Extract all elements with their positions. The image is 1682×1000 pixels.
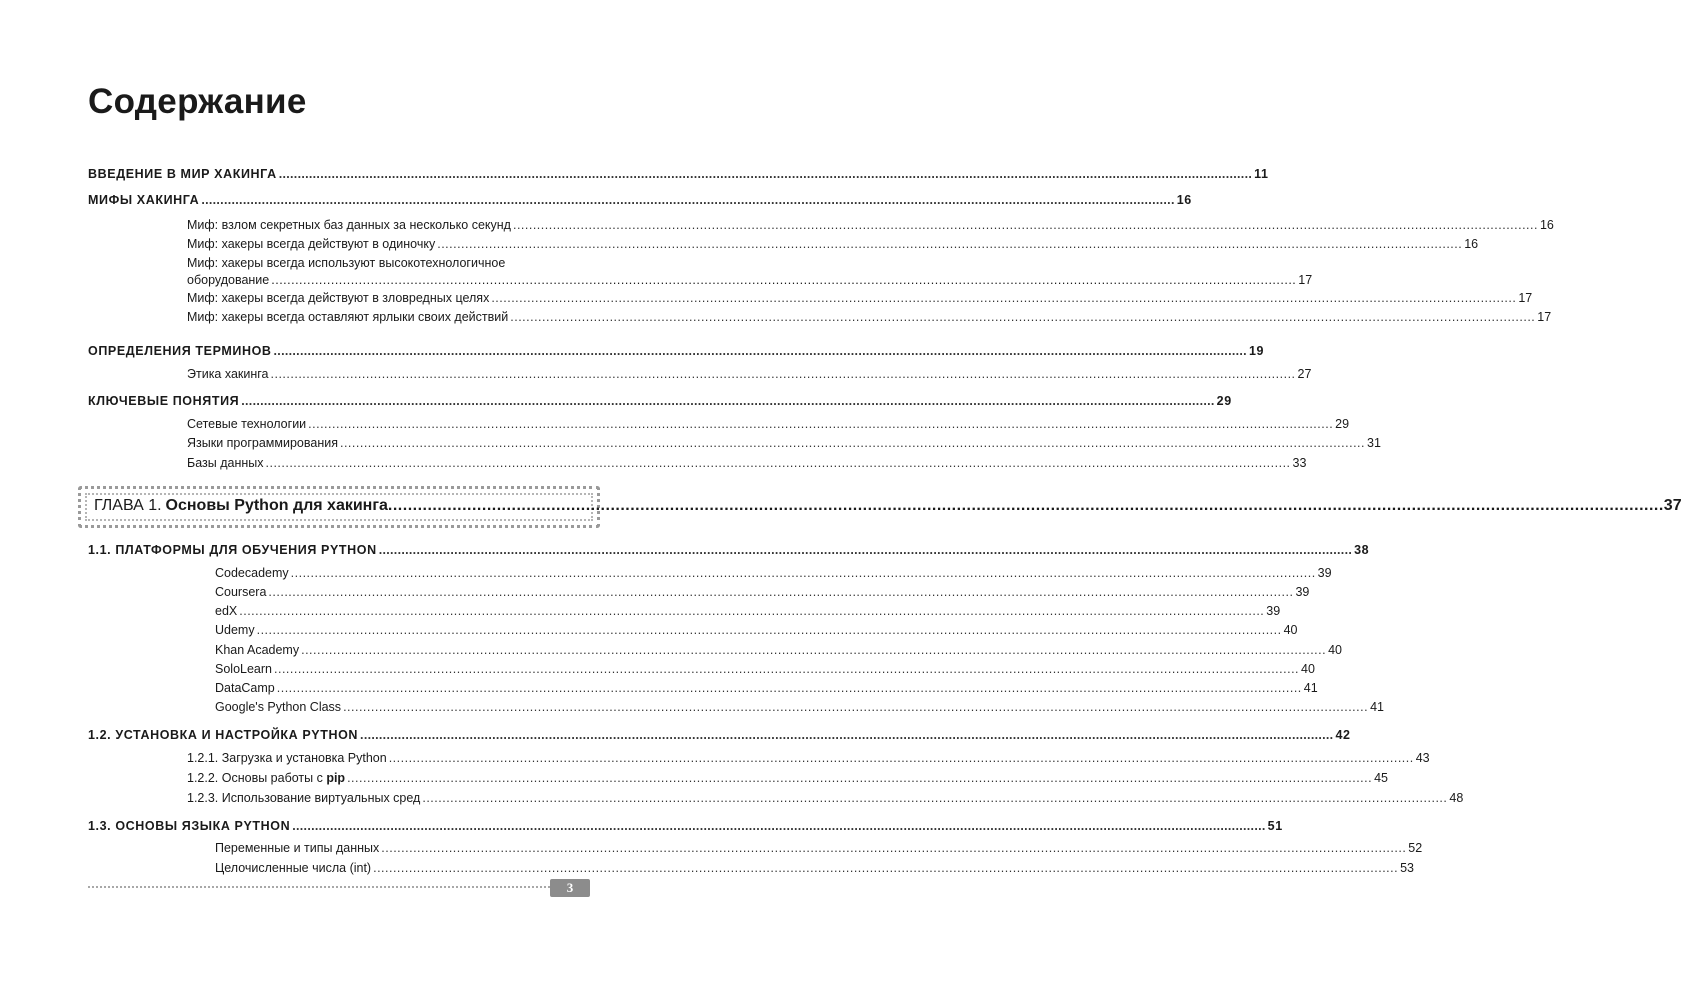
toc-entry-page: 45: [1374, 771, 1388, 785]
leader-dots: ..................................................................................................................................................................................................................................................................: [290, 566, 1316, 580]
leader-dots: ..................................................................................................................................................................................................................................................................: [381, 841, 1407, 855]
toc-entry[interactable]: [187, 309, 1552, 326]
leader-dots: ..................................................................................................................................................................................................................................................................: [276, 681, 1302, 695]
toc-entry-page: 48: [1449, 791, 1464, 805]
toc-entry[interactable]: [215, 584, 1310, 601]
toc-entry-label: Google's Python Class: [215, 700, 342, 714]
leader-dots: ..................................................................................................................................................................................................................................................................: [343, 700, 1369, 714]
toc-entry-label: Этика хакинга: [187, 367, 269, 381]
leader-dots: ..................................................................................................................................................................................................................................................................: [274, 662, 1300, 676]
leader-dots: ..................................................................................................................................................................................................................................................................: [387, 497, 1664, 514]
toc-entry-page: 40: [1328, 643, 1343, 657]
leader-dots: ..................................................................................................................................................................................................................................................................: [239, 604, 1265, 618]
toc-entry-page: 16: [1464, 237, 1479, 251]
leader-dots: ..................................................................................................................................................................................................................................................................: [271, 273, 1297, 287]
toc-entry-label: SoloLearn: [215, 662, 272, 676]
leader-dots: ..................................................................................................................................................................................................................................................................: [360, 728, 1334, 742]
leader-dots: ..................................................................................................................................................................................................................................................................: [273, 344, 1247, 358]
toc-entry-label: Миф: взлом секретных баз данных за несколько секунд: [187, 218, 511, 232]
toc-entry-label: Миф: хакеры всегда действуют в зловредных целях: [187, 291, 490, 305]
leader-dots: ..................................................................................................................................................................................................................................................................: [308, 417, 1334, 431]
toc-entry[interactable]: [88, 192, 1192, 209]
chapter-title: Основы Python для хакинга: [165, 497, 388, 514]
toc-entry-page: 17: [1518, 291, 1533, 305]
toc-entry[interactable]: [215, 840, 1423, 857]
toc-entry-label: Целочисленные числа (int): [215, 861, 372, 875]
toc-entry[interactable]: [215, 680, 1318, 697]
toc-entry-page: 52: [1408, 841, 1423, 855]
leader-dots: ..................................................................................................................................................................................................................................................................: [201, 193, 1175, 207]
toc-entry-label: ВВЕДЕНИЕ В МИР ХАКИНГА: [88, 167, 277, 181]
toc-entry-label: ОПРЕДЕЛЕНИЯ ТЕРМИНОВ: [88, 344, 272, 358]
toc-entry[interactable]: [215, 565, 1332, 582]
leader-dots: ..................................................................................................................................................................................................................................................................: [512, 218, 1538, 232]
chapter-prefix: ГЛАВА 1.: [94, 497, 162, 514]
toc-entry-page: 42: [1335, 728, 1351, 742]
toc-entry-page: 29: [1335, 417, 1350, 431]
toc-entry-page: 39: [1266, 604, 1281, 618]
toc-entry[interactable]: [187, 236, 1479, 253]
toc-entry-label: Udemy: [215, 623, 255, 637]
leader-dots: ..................................................................................................................................................................................................................................................................: [301, 643, 1327, 657]
leader-dots: ..................................................................................................................................................................................................................................................................: [422, 791, 1448, 805]
chapter-heading[interactable]: [94, 496, 1682, 516]
page-title: Содержание: [88, 82, 307, 121]
toc-entry[interactable]: [187, 435, 1381, 452]
toc-entry-page: 17: [1298, 273, 1313, 287]
toc-entry-label: Сетевые технологии: [187, 417, 307, 431]
toc-entry-page: 41: [1370, 700, 1384, 714]
toc-entry[interactable]: [187, 455, 1307, 472]
toc-entry[interactable]: [215, 622, 1298, 639]
footer-divider: [88, 886, 550, 888]
leader-dots: ..................................................................................................................................................................................................................................................................: [347, 771, 1373, 785]
toc-entry-label: Khan Academy: [215, 643, 300, 657]
leader-dots: ..................................................................................................................................................................................................................................................................: [292, 819, 1266, 833]
toc-entry-label-text: 1.2.2. Основы работы с: [187, 771, 327, 785]
chapter-page: 37: [1663, 497, 1682, 514]
toc-entry-label: Миф: хакеры всегда оставляют ярлыки своих действий: [187, 310, 509, 324]
toc-entry-page: 33: [1292, 456, 1307, 470]
toc-entry[interactable]: [88, 727, 1351, 744]
toc-entry-label: МИФЫ ХАКИНГА: [88, 193, 200, 207]
toc-entry-page: 53: [1400, 861, 1415, 875]
leader-dots: ..................................................................................................................................................................................................................................................................: [265, 456, 1291, 470]
toc-entry-label: Миф: хакеры всегда используют высокотехнологичное: [187, 256, 506, 270]
toc-entry-label: [187, 770, 345, 787]
toc-entry-page: 16: [1176, 193, 1192, 207]
toc-entry-page: 29: [1216, 394, 1232, 408]
toc-entry[interactable]: [187, 217, 1554, 234]
toc-entry-label-cont: оборудование: [187, 273, 270, 287]
leader-dots: ..................................................................................................................................................................................................................................................................: [437, 237, 1463, 251]
toc-entry-page: 40: [1301, 662, 1315, 676]
leader-dots: ..................................................................................................................................................................................................................................................................: [491, 291, 1517, 305]
toc-entry-page: 43: [1415, 751, 1430, 765]
leader-dots: ..................................................................................................................................................................................................................................................................: [256, 623, 1282, 637]
toc-entry[interactable]: [215, 603, 1281, 620]
toc-entry-label: 1.3. ОСНОВЫ ЯЗЫКА PYTHON: [88, 819, 291, 833]
toc-entry[interactable]: [88, 818, 1283, 835]
toc-entry-page: 38: [1354, 543, 1370, 557]
code-term: pip: [326, 771, 346, 785]
toc-entry-page: 39: [1317, 566, 1332, 580]
toc-entry[interactable]: [187, 750, 1430, 767]
toc-entry-label: edX: [215, 604, 238, 618]
toc-entry[interactable]: [215, 860, 1415, 877]
leader-dots: ..................................................................................................................................................................................................................................................................: [510, 310, 1536, 324]
toc-entry-label: 1.2.3. Использование виртуальных сред: [187, 791, 421, 805]
toc-entry-label: 1.2.1. Загрузка и установка Python: [187, 751, 387, 765]
toc-entry-label: Языки программирования: [187, 436, 338, 450]
leader-dots: ..................................................................................................................................................................................................................................................................: [373, 861, 1399, 875]
toc-entry-page: 51: [1267, 819, 1283, 833]
toc-entry[interactable]: [187, 255, 1313, 289]
toc-entry-label: 1.1. ПЛАТФОРМЫ ДЛЯ ОБУЧЕНИЯ PYTHON: [88, 543, 377, 557]
toc-entry[interactable]: [215, 661, 1315, 678]
toc-entry[interactable]: [187, 790, 1464, 807]
toc-entry-page: 17: [1537, 310, 1552, 324]
toc-entry[interactable]: [215, 642, 1343, 659]
toc-entry[interactable]: [187, 366, 1312, 383]
toc-entry[interactable]: [88, 343, 1265, 360]
toc-entry[interactable]: [187, 416, 1350, 433]
toc-entry-label: КЛЮЧЕВЫЕ ПОНЯТИЯ: [88, 394, 240, 408]
toc-entry-page: 41: [1303, 681, 1318, 695]
leader-dots: ..................................................................................................................................................................................................................................................................: [378, 543, 1353, 557]
toc-entry-label: 1.2. УСТАНОВКА И НАСТРОЙКА PYTHON: [88, 728, 359, 742]
toc-entry-label: DataCamp: [215, 681, 275, 695]
toc-entry[interactable]: [88, 166, 1269, 183]
toc-entry-label: Codecademy: [215, 566, 289, 580]
leader-dots: ..................................................................................................................................................................................................................................................................: [270, 367, 1296, 381]
toc-entry[interactable]: [215, 699, 1384, 716]
toc-entry-page: 11: [1254, 167, 1269, 181]
toc-entry[interactable]: [88, 393, 1232, 410]
leader-dots: ..................................................................................................................................................................................................................................................................: [388, 751, 1414, 765]
toc-entry-page: 39: [1295, 585, 1310, 599]
toc-entry-page: 19: [1248, 344, 1265, 358]
toc-entry[interactable]: [187, 770, 1388, 787]
toc-entry-label: Базы данных: [187, 456, 264, 470]
toc-entry-label: Миф: хакеры всегда действуют в одиночку: [187, 237, 436, 251]
leader-dots: ..................................................................................................................................................................................................................................................................: [268, 585, 1294, 599]
toc-entry[interactable]: [88, 542, 1370, 559]
leader-dots: ..................................................................................................................................................................................................................................................................: [278, 167, 1253, 181]
toc-entry-label: Coursera: [215, 585, 267, 599]
leader-dots: ..................................................................................................................................................................................................................................................................: [339, 436, 1365, 450]
leader-dots: ..................................................................................................................................................................................................................................................................: [241, 394, 1215, 408]
page-number-badge: 3: [550, 879, 590, 897]
toc-entry-label: Переменные и типы данных: [215, 841, 380, 855]
toc-entry-page: 16: [1539, 218, 1554, 232]
toc-entry-page: 31: [1367, 436, 1381, 450]
toc-entry[interactable]: [187, 290, 1533, 307]
toc-entry-page: 40: [1283, 623, 1298, 637]
toc-entry-page: 27: [1297, 367, 1312, 381]
